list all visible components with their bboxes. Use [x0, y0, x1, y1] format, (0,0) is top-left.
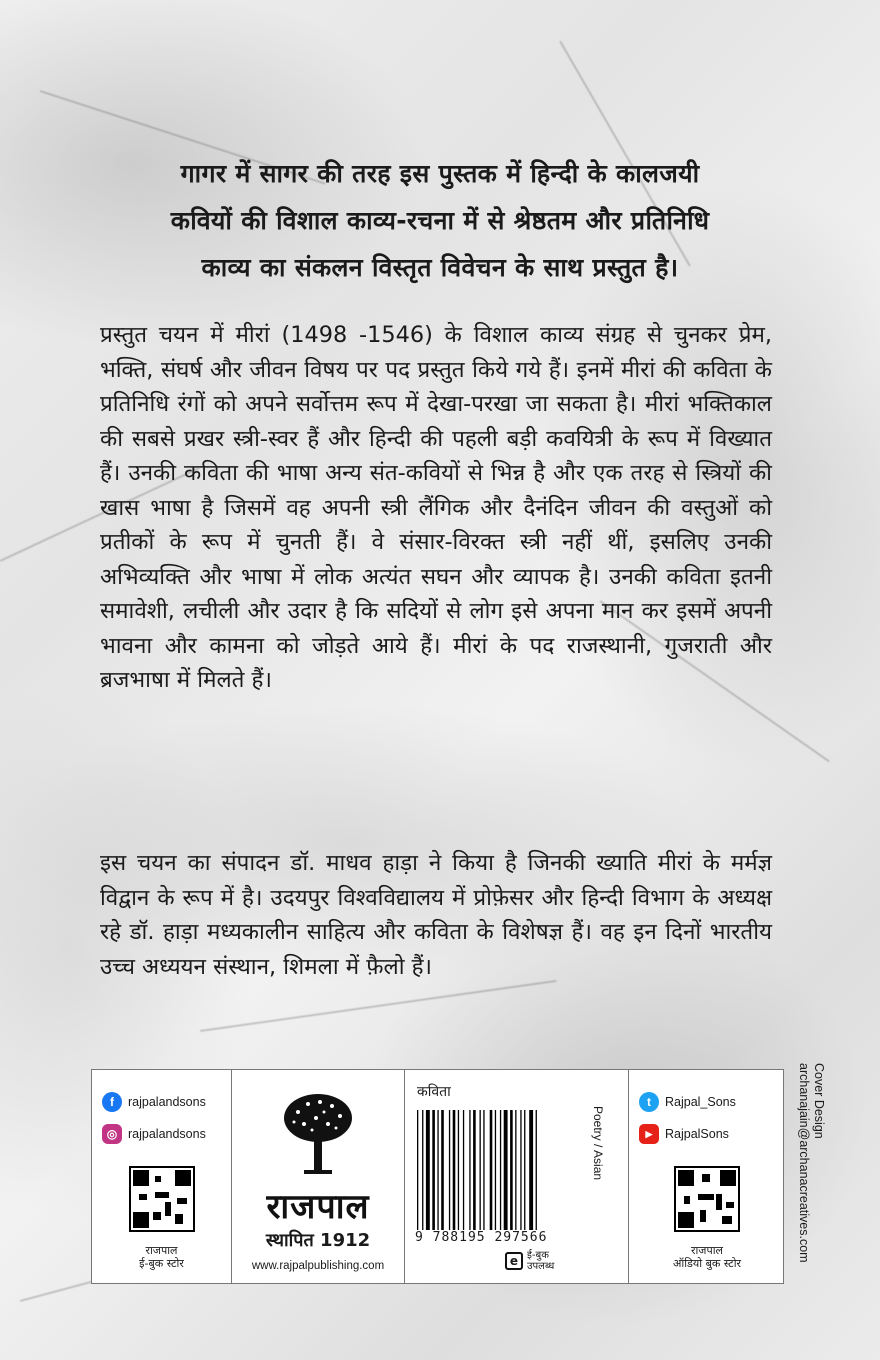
barcode-bar [441, 1110, 444, 1230]
category-label: Poetry / Asian [591, 1106, 605, 1181]
youtube-link[interactable] [639, 1124, 729, 1144]
barcode-bar [469, 1110, 470, 1230]
barcode-bar [432, 1110, 435, 1230]
barcode-bar [426, 1110, 430, 1230]
isbn-number: 9 788195 297566 [415, 1230, 548, 1245]
facebook-icon: f [102, 1092, 122, 1112]
barcode-bar [453, 1110, 456, 1230]
barcode-bar [437, 1110, 438, 1230]
facebook-link[interactable] [102, 1092, 206, 1112]
barcode-bar [483, 1110, 484, 1230]
caption-line: राजपाल [145, 1244, 178, 1257]
barcode-bar [463, 1110, 464, 1230]
tagline-line: काव्य का संकलन विस्तृत विवेचन के साथ प्रस्तुत है। [201, 253, 679, 282]
tagline-line: गागर में सागर की तरह इस पुस्तक में हिन्दी के कालजयी [180, 159, 700, 188]
barcode-bar [417, 1110, 418, 1230]
barcode-column [405, 1070, 629, 1283]
barcode-bar [504, 1110, 508, 1230]
tagline [60, 150, 820, 291]
barcode-bar [524, 1110, 525, 1230]
barcode-bar [500, 1110, 501, 1230]
barcode-bar [458, 1110, 459, 1230]
barcode-bar [536, 1110, 537, 1230]
barcode-bar [529, 1110, 533, 1230]
instagram-handle: rajpalandsons [128, 1127, 206, 1141]
badge-line: उपलब्ध [527, 1261, 555, 1272]
instagram-icon: ◎ [102, 1124, 122, 1144]
caption-line: ई-बुक स्टोर [139, 1257, 184, 1270]
instagram-link[interactable] [102, 1124, 206, 1144]
right-social-column [629, 1070, 785, 1283]
genre-label: कविता [417, 1084, 451, 1100]
ebook-icon: e [505, 1252, 523, 1270]
ebook-store-caption [92, 1244, 231, 1270]
barcode-bar [520, 1110, 521, 1230]
barcode-bar [422, 1110, 423, 1230]
caption-line: राजपाल [690, 1244, 724, 1257]
ebook-store-qr-code[interactable] [129, 1166, 195, 1232]
credit-line: Cover Design [812, 1063, 826, 1139]
audio-store-qr-code[interactable] [674, 1166, 740, 1232]
barcode-bar [449, 1110, 450, 1230]
credit-email: archanajain@archanacreatives.com [797, 1063, 811, 1263]
audio-store-caption [629, 1244, 785, 1270]
established-year: स्थापित 1912 [265, 1230, 371, 1251]
barcode-bar [515, 1110, 516, 1230]
youtube-handle: RajpalSons [665, 1127, 729, 1141]
caption-line: ऑडियो बुक स्टोर [672, 1257, 742, 1270]
tagline-line: कवियों की विशाल काव्य-रचना में से श्रेष्ठतम और प्रतिनिधि [170, 206, 710, 235]
marble-vein [200, 980, 557, 1032]
twitter-icon: t [639, 1092, 659, 1112]
youtube-icon: ▶ [639, 1124, 659, 1144]
facebook-handle: rajpalandsons [128, 1095, 206, 1109]
twitter-handle: Rajpal_Sons [665, 1095, 736, 1109]
badge-line: ई-बुक [527, 1250, 549, 1261]
isbn-barcode [417, 1110, 585, 1230]
cover-design-credit [796, 1063, 826, 1263]
barcode-bar [490, 1110, 493, 1230]
barcode-bar [473, 1110, 476, 1230]
description-paragraph: प्रस्तुत चयन में मीरां (1498 -1546) के विशाल काव्य संग्रह से चुनकर प्रेम, भक्ति, संघर्ष और जीवन विषय पर पद प्रस्तुत किये गये हैं। इनमें मीरां की कविता के प्रतिनिधि रंगों को अपने सर्वोत्तम रूप में देखा-परखा जा सकता है। मीरां भक्तिकाल की सबसे प्रखर स्त्री-स्वर हैं और हिन्दी की पहली बड़ी कवयित्री के रूप में विख्यात हैं। उनकी कविता की भाषा अन्य संत-कवियों से भिन्न है और एक तरह से स्त्रियों की खास भाषा है जिसमें वह अपनी स्त्री लैंगिक और दैनंदिन जीवन की वस्तुओं को प्रतीकों के रूप में चुनती हैं। वे संसार-विरक्त स्त्री नहीं थीं, इसलिए उनकी अभिव्यक्ति और भाषा में लोक अत्यंत सघन और व्यापक है। उनकी कविता इतनी समावेशी, लचीली और उदार है कि सदियों से लोग इसे अपना मान कर इसमें अपनी भावना और कामना को जोड़ते आये हैं। मीरां के पद राजस्थानी, गुजराती और ब्रजभाषा में मिलते हैं। [100, 322, 772, 693]
left-social-column [92, 1070, 232, 1283]
ebook-available-badge [505, 1250, 554, 1272]
publisher-panel [91, 1069, 784, 1284]
barcode-bar [480, 1110, 481, 1230]
editor-paragraph: इस चयन का संपादन डॉ. माधव हाड़ा ने किया है जिनकी ख्याति मीरां के मर्मज्ञ विद्वान के रूप में है। उदयपुर विश्वविद्यालय में प्रोफ़ेसर और हिन्दी विभाग के अध्यक्ष रहे डॉ. हाड़ा मध्यकालीन साहित्य और कविता के विशेषज्ञ हैं। वह इन दिनों भारतीय उच्च अध्ययन संस्थान, शिमला में फ़ैलो हैं। [100, 850, 772, 980]
website-link[interactable]: www.rajpalpublishing.com [251, 1260, 385, 1272]
twitter-link[interactable] [639, 1092, 736, 1112]
publisher-logo-text: राजपाल [266, 1187, 370, 1227]
barcode-bar [510, 1110, 513, 1230]
barcode-bar [495, 1110, 496, 1230]
tree-logo-icon [278, 1090, 358, 1178]
publisher-logo-column [232, 1070, 405, 1283]
